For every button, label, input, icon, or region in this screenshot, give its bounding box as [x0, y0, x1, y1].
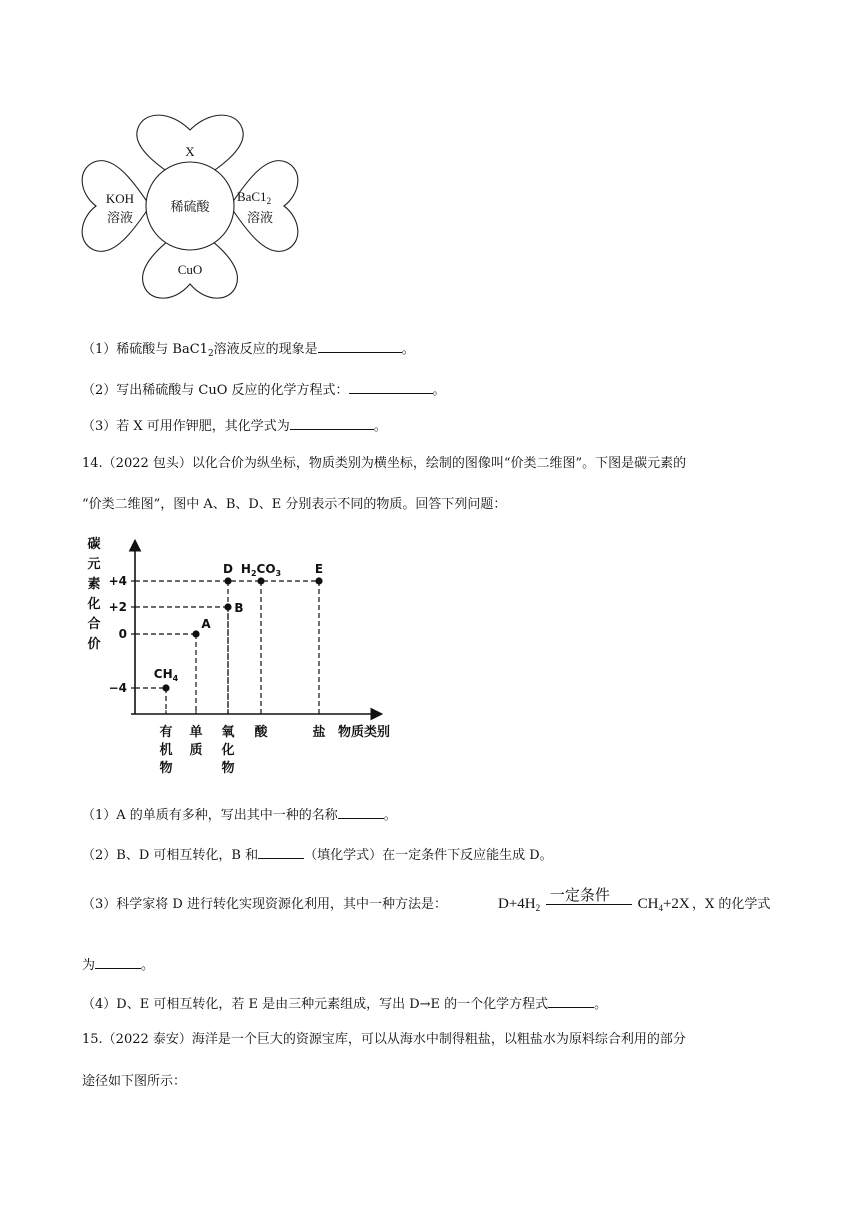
x-axis-label: 物质类别	[338, 725, 391, 740]
y-tick-label: +4	[108, 574, 127, 588]
x-category-label: 质	[189, 743, 203, 758]
petal-left	[82, 161, 150, 252]
point-label: B	[234, 601, 244, 615]
answer-blank[interactable]	[548, 994, 594, 1008]
petal-right	[230, 161, 298, 252]
flower-left-label-2: 溶液	[106, 211, 134, 226]
x-category-label: 化	[221, 743, 235, 758]
flower-right-label-2: 溶液	[246, 211, 274, 226]
point-E	[315, 577, 322, 584]
q13-part2: （2）写出稀硫酸与 CuO 反应的化学方程式： 。	[82, 380, 446, 400]
answer-blank[interactable]	[338, 805, 384, 819]
point-label: $H_2CO_3$	[240, 562, 282, 578]
flower-left-label-1: KOH	[105, 191, 135, 206]
y-axis-label-char: 素	[87, 577, 101, 592]
x-category-label: 物	[221, 761, 235, 776]
point-label: E	[314, 562, 324, 576]
flower-center-label: 稀硫酸	[170, 200, 210, 215]
point-D	[224, 577, 231, 584]
flower-right-label-1: $BaC1_2$	[236, 189, 272, 206]
point-label: $CH_4$	[153, 667, 179, 683]
q15-intro-line2: 途径如下图所示：	[82, 1074, 187, 1089]
answer-blank[interactable]	[95, 955, 141, 969]
y-axis-label-char: 化	[87, 597, 101, 612]
chart-layer	[86, 536, 390, 776]
x-category-label: 氧	[221, 725, 235, 740]
answer-blank[interactable]	[290, 416, 374, 430]
x-category-label: 有	[159, 725, 173, 740]
flower-bottom-label: CuO	[177, 262, 203, 277]
point-H2CO3	[257, 577, 264, 584]
point-CH4	[162, 684, 169, 691]
flower-diagram	[78, 108, 308, 308]
q15-intro-line1: 15.（2022 泰安）海洋是一个巨大的资源宝库，可以从海水中制得粗盐，以粗盐水为原料综合利用的部分	[82, 1032, 686, 1047]
answer-blank[interactable]	[349, 380, 433, 394]
y-axis-label-char: 元	[87, 557, 101, 572]
answer-blank[interactable]	[258, 845, 304, 859]
q13-part3: （3）若 X 可用作钾肥，其化学式为 。	[82, 416, 387, 436]
x-category-label: 盐	[312, 725, 326, 740]
point-label: A	[201, 617, 211, 631]
x-category-label: 物	[159, 761, 173, 776]
q14-part3: （3）科学家将 D 进行转化实现资源化利用，其中一种方法是：	[82, 897, 447, 912]
q14-part3-line2: 为 。	[82, 955, 154, 975]
q14-part3-tail: ，X 的化学式	[692, 897, 771, 912]
y-tick-label: 0	[118, 627, 127, 641]
reaction-condition-arrow: 一定条件	[546, 884, 632, 914]
x-category-label: 单	[189, 725, 203, 740]
q14-intro-line2: “价类二维图”，图中 A、B、D、E 分别表示不同的物质。回答下列问题：	[82, 497, 507, 512]
q14-part2: （2）B、D 可相互转化，B 和 （填化学式）在一定条件下反应能生成 D。	[82, 845, 553, 865]
q14-part1: （1）A 的单质有多种，写出其中一种的名称 。	[82, 805, 397, 825]
x-category-label: 酸	[254, 725, 268, 740]
q14-equation: $D+4H_2$ 一定条件 $CH_4+2X$	[498, 886, 690, 913]
y-axis-label-char: 合	[87, 617, 101, 632]
point-label: D	[223, 562, 233, 576]
x-category-label: 机	[159, 743, 173, 758]
valence-class-chart	[80, 536, 410, 780]
y-tick-label: −4	[108, 681, 127, 695]
y-axis-label-char: 价	[87, 637, 101, 652]
y-axis-label-char: 碳	[87, 537, 101, 552]
q13-part1: （1）稀硫酸与 $BaC1_2$溶液反应的现象是 。	[82, 339, 415, 359]
flower-top-label: X	[185, 144, 195, 159]
q14-intro-line1: 14.（2022 包头）以化合价为纵坐标，物质类别为横坐标，绘制的图像叫“价类二维图”。下图是碳元素的	[82, 456, 687, 471]
y-tick-label: +2	[108, 600, 127, 614]
q14-part4: （4）D、E 可相互转化，若 E 是由三种元素组成，写出 D→E 的一个化学方程式 。	[82, 994, 607, 1014]
point-A	[192, 630, 199, 637]
answer-blank[interactable]	[318, 339, 402, 353]
